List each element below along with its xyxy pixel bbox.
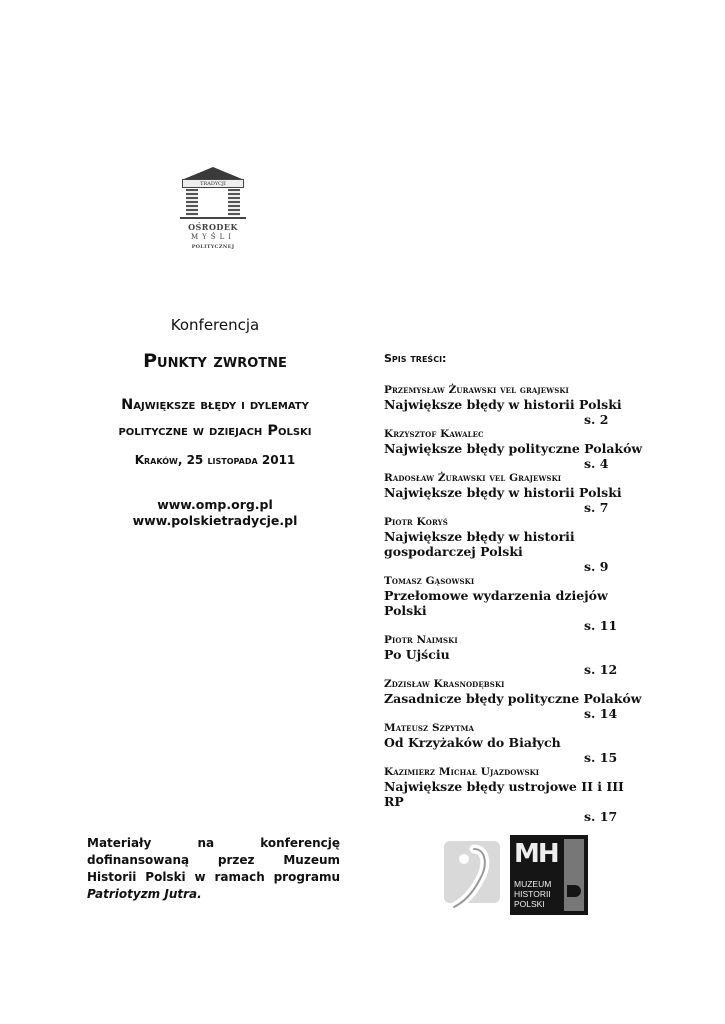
museum-logo-mark: MH: [514, 839, 558, 869]
toc-page: s. 14: [584, 706, 618, 721]
toc-title: Zasadnicze błędy polityczne Polaków: [384, 691, 642, 706]
conference-title: Punkty zwrotne: [143, 350, 287, 372]
toc-author: Radosław Żurawski vel Grajewski: [384, 472, 562, 484]
toc-author: Piotr Naimski: [384, 634, 458, 646]
muzeum-historii-polski-logo: [510, 835, 588, 915]
toc-entry[interactable]: [384, 721, 644, 765]
toc-entry[interactable]: [384, 383, 644, 427]
toc-entries: [384, 383, 644, 824]
toc-entry[interactable]: [384, 515, 644, 574]
funding-note: [87, 835, 340, 903]
museum-logo-p-inner: [567, 885, 581, 897]
toc-author: Krzysztof Kawalec: [384, 428, 484, 440]
toc-title: Największe błędy ustrojowe II i III RP: [384, 779, 624, 809]
funding-note-text: Materiały na konferencję dofinansowaną przez Muzeum Historii Polski w ramach programu: [87, 836, 340, 884]
toc-author: Tomasz Gąsowski: [384, 575, 475, 587]
toc-entry[interactable]: [384, 574, 644, 633]
toc-entry[interactable]: [384, 677, 644, 721]
museum-logo-line: HISTORII: [514, 889, 551, 899]
toc-title: Największe błędy polityczne Polaków: [384, 441, 643, 456]
logo-column-right: [228, 189, 240, 216]
logo-base: [180, 217, 246, 219]
website-link-polskietradycje[interactable]: www.polskietradycje.pl: [132, 513, 298, 528]
conference-subtitle: [80, 392, 350, 444]
toc-entry[interactable]: [384, 633, 644, 677]
toc-author: Kazimierz Michał Ujazdowski: [384, 766, 540, 778]
toc-author: Zdzisław Krasnodębski: [384, 678, 505, 690]
toc-page: s. 12: [584, 662, 618, 677]
museum-logo-text: [514, 879, 551, 909]
toc-page: s. 7: [584, 500, 609, 515]
museum-logo-line: MUZEUM: [514, 879, 552, 889]
toc-page: s. 11: [584, 618, 618, 633]
logo-line3: POLITYCZNEJ: [191, 244, 235, 250]
omp-logo: [180, 167, 246, 257]
logo-arch-text: TRADYCJI: [182, 179, 244, 188]
toc-title: Od Krzyżaków do Białych: [384, 735, 561, 750]
museum-logo-p-shape: [564, 839, 584, 911]
logo-line1: OŚRODEK: [188, 222, 238, 232]
toc-author: Piotr Koryś: [384, 516, 448, 528]
conference-label: Konferencja: [170, 316, 260, 334]
toc-title: Największe błędy w historii Polski: [384, 485, 622, 500]
website-link-omp[interactable]: www.omp.org.pl: [157, 497, 273, 512]
museum-logo-line: POLSKI: [514, 899, 545, 909]
table-of-contents: [384, 352, 644, 824]
logo-roof: [184, 167, 242, 179]
program-name: Patriotyzm Jutra.: [87, 887, 202, 901]
toc-title: Przełomowe wydarzenia dziejów Polski: [384, 588, 608, 618]
toc-heading: Spis treści:: [384, 352, 447, 365]
toc-page: s. 4: [584, 456, 609, 471]
toc-entry[interactable]: [384, 471, 644, 515]
logo-column-left: [186, 189, 198, 216]
subtitle-line1: Największe błędy i dylematy: [121, 397, 309, 413]
toc-title: Największe błędy w historii Polski: [384, 397, 622, 412]
toc-title: Po Ujściu: [384, 647, 450, 662]
toc-page: s. 15: [584, 750, 618, 765]
toc-author: Przemysław Żurawski vel grajewski: [384, 384, 569, 396]
toc-page: s. 2: [584, 412, 609, 427]
toc-entry[interactable]: [384, 765, 644, 824]
toc-title: Największe błędy w historii gospodarczej Polski: [384, 529, 575, 559]
toc-author: Mateusz Szpytma: [384, 722, 474, 734]
toc-entry[interactable]: [384, 427, 644, 471]
toc-page: s. 17: [584, 809, 618, 824]
patriotyzm-jutra-logo: [436, 835, 506, 915]
logo-line2: MYŚLI: [191, 233, 235, 241]
conference-date: Kraków, 25 listopada 2011: [134, 453, 296, 467]
subtitle-line2: polityczne w dziejach Polski: [118, 423, 312, 439]
toc-page: s. 9: [584, 559, 609, 574]
